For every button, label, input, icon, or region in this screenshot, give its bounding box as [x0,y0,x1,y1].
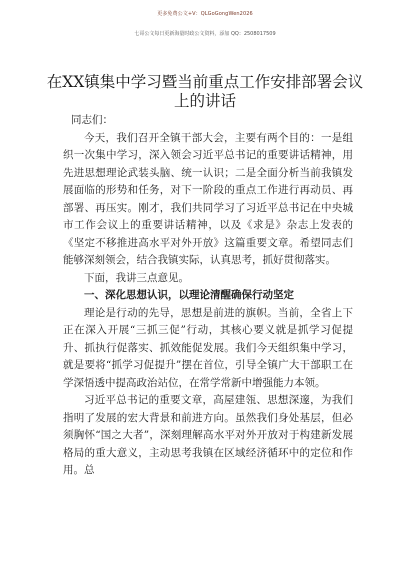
document-body [63,112,353,480]
paragraph-three-points: 下面，我讲三点意见。 [84,271,189,284]
section-1-paragraph-2: 习近平总书记的重要文章，高屋建瓴、思想深邃，为我们指明了发展的宏大背景和前进方向。虽然我们身处基层，但必须胸怀“国之大者”，深刻理解高水平对外开放对于构建新发展格局的重大意义，主动思考我镇在区域经济循环中的定位和作用。总 [63,394,353,476]
top-header-text: 更多免费公文+V：QLGoGongWen2026 [157,11,253,17]
paragraph-intro: 今天，我们召开全镇干部大会，主要有两个目的：一是组织一次集中学习，深入领会习近平总书记的重要讲话精神，用先进思想理论武装头脑、统一认识；二是全面分析当前我镇发展面临的形势和任务，对下一阶段的重点工作进行再动员、再部署、再压实。刚才，我们共同学习了习近平总书记在中央城市工作会议上的重要讲话精神，以及《求是》杂志上发表的《坚定不移推进高水平对外开放》这篇重要文章。希望同志们能够深刻领会，结合我镇实际，认真思考，抓好贯彻落实。 [63,131,353,266]
salutation: 同志们： [71,114,113,126]
section-heading-1: 一、深化思想认识，以理论清醒确保行动坚定 [84,289,294,301]
section-1-paragraph-1: 理论是行动的先导，思想是前进的旗帜。当前，全省上下正在深入开展“三抓三促”行动，其核心要义就是抓学习促提升、抓执行促落实、抓效能促发展。我们今天组织集中学习，就是要将“抓学习促提升”摆在首位，引导全镇广大干部职工在学深悟透中提高政治站位，在常学常新中增强能力本领。 [63,306,353,389]
document-title: 在XX镇集中学习暨当前重点工作安排部署会议上的讲话 [46,73,364,110]
sub-header-text: 七哥公文每日更新海量时政公文资料，添加 QQ：2508017509 [134,31,276,37]
